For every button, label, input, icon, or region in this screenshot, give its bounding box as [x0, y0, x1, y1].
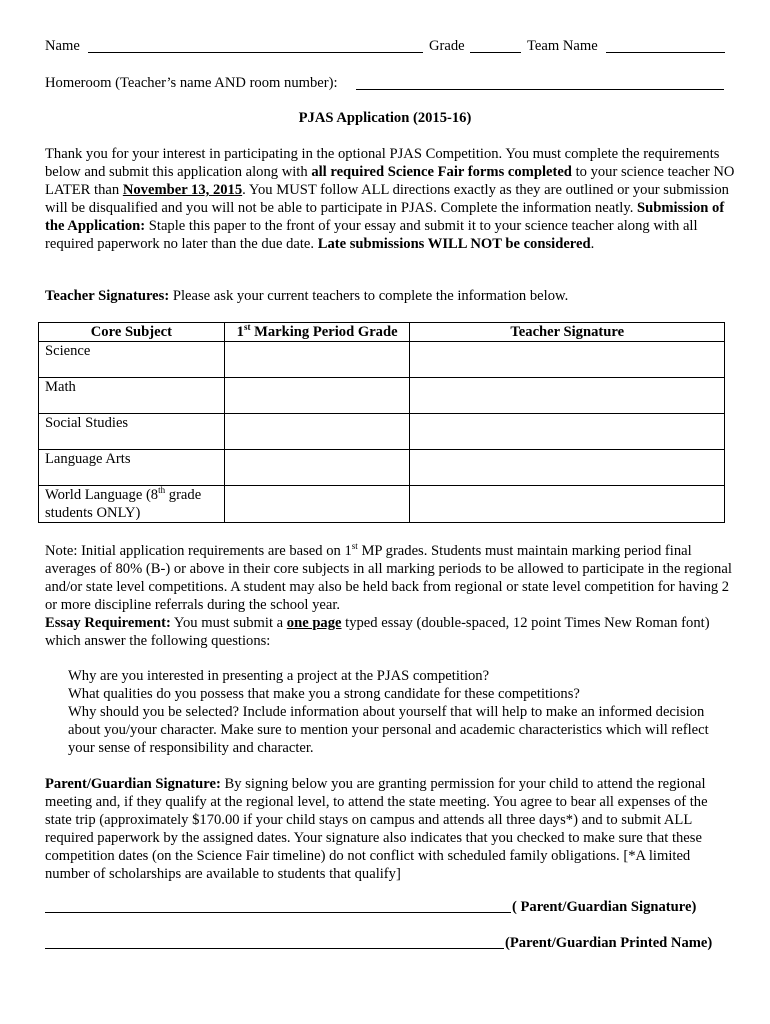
- grade-cell[interactable]: [224, 414, 410, 450]
- grade-cell[interactable]: [224, 486, 410, 523]
- signature-cell[interactable]: [410, 342, 725, 378]
- note-paragraph: Note: Initial application requirements are based on 1st MP grades. Students must maintain marking period final averages of 80% (B-) or above in their core subjects in all marking periods to be allowed to participate in the regional and/or state level competitions. A student may also be held back from regional or state level competition for having 2 or more discipline referrals during the school year.: [45, 541, 732, 613]
- signature-cell[interactable]: [410, 450, 725, 486]
- question-3: Why should you be selected? Include information about yourself that will help to make an informed decision about you/your character. Make sure to mention your personal and academic characteristics which will reflect your sense of responsibility and character.: [68, 704, 709, 756]
- intro-paragraph: Thank you for your interest in participating in the optional PJAS Competition. You must complete the requirements below and submit this application along with all required Science Fair forms completed to your science teacher NO LATER than November 13, 2015. You MUST follow ALL directions exactly as they are outlined or your submission will be disqualified and you will not be able to participate in PJAS. Complete the information neatly. Submission of the Application: Staple this paper to the front of your essay and submit it to your science teacher along with all required paperwork no later than the due date. Late submissions WILL NOT be considered.: [45, 146, 735, 252]
- signature-cell[interactable]: [410, 378, 725, 414]
- signature-cell[interactable]: [410, 486, 725, 523]
- name-field[interactable]: [88, 52, 423, 53]
- table-row: [39, 450, 725, 486]
- grade-label: Grade: [429, 38, 465, 54]
- subject-language-arts: Language Arts: [39, 450, 225, 486]
- parent-printed-name-field[interactable]: [45, 948, 504, 949]
- subject-math: Math: [39, 378, 225, 414]
- table-row: [39, 342, 725, 378]
- table-row: [39, 414, 725, 450]
- col-core-subject: Core Subject: [39, 323, 225, 342]
- teacher-signatures-line: Teacher Signatures: Please ask your current teachers to complete the information below.: [45, 288, 569, 304]
- col-marking-period: 1st Marking Period Grade: [224, 323, 410, 342]
- question-2: What qualities do you possess that make you a strong candidate for these competitions?: [68, 686, 580, 702]
- table-row: [39, 486, 725, 523]
- subject-world-language: World Language (8th grade students ONLY): [39, 486, 225, 523]
- signature-cell[interactable]: [410, 414, 725, 450]
- parent-paragraph: Parent/Guardian Signature: By signing below you are granting permission for your child to attend the regional meeting and, if they qualify at the regional level, to attend the state meeting. You agree to bear all expenses of the state trip (approximately $170.00 if your child stays on campus and attends all three days*) and to submit ALL required paperwork by the assigned dates. Your signature also indicates that you checked to make sure that these competition dates (on the Science Fair timeline) do not conflict with scheduled family obligations. [*A limited number of scholarships are available to students that qualify]: [45, 776, 708, 882]
- subject-social-studies: Social Studies: [39, 414, 225, 450]
- parent-signature-field[interactable]: [45, 912, 511, 913]
- question-1: Why are you interested in presenting a project at the PJAS competition?: [68, 668, 490, 684]
- parent-signature-label: ( Parent/Guardian Signature): [512, 899, 697, 915]
- grade-field[interactable]: [470, 52, 521, 53]
- grade-cell[interactable]: [224, 450, 410, 486]
- col-teacher-signature: Teacher Signature: [410, 323, 725, 342]
- homeroom-field[interactable]: [356, 89, 724, 90]
- due-date: November 13, 2015: [122, 182, 243, 198]
- team-name-field[interactable]: [606, 52, 725, 53]
- table-row: [39, 378, 725, 414]
- parent-printed-name-label: (Parent/Guardian Printed Name): [505, 935, 713, 951]
- team-name-label: Team Name: [527, 38, 598, 54]
- grade-cell[interactable]: [224, 378, 410, 414]
- homeroom-label: Homeroom (Teacher’s name AND room number):: [45, 75, 338, 91]
- grades-table: [38, 322, 725, 523]
- name-label: Name: [45, 38, 80, 54]
- essay-requirement: Essay Requirement: You must submit a one page typed essay (double-spaced, 12 point Times New Roman font) which answer the following questions:: [45, 615, 710, 649]
- page-title: PJAS Application (2015-16): [298, 110, 472, 126]
- subject-science: Science: [39, 342, 225, 378]
- grade-cell[interactable]: [224, 342, 410, 378]
